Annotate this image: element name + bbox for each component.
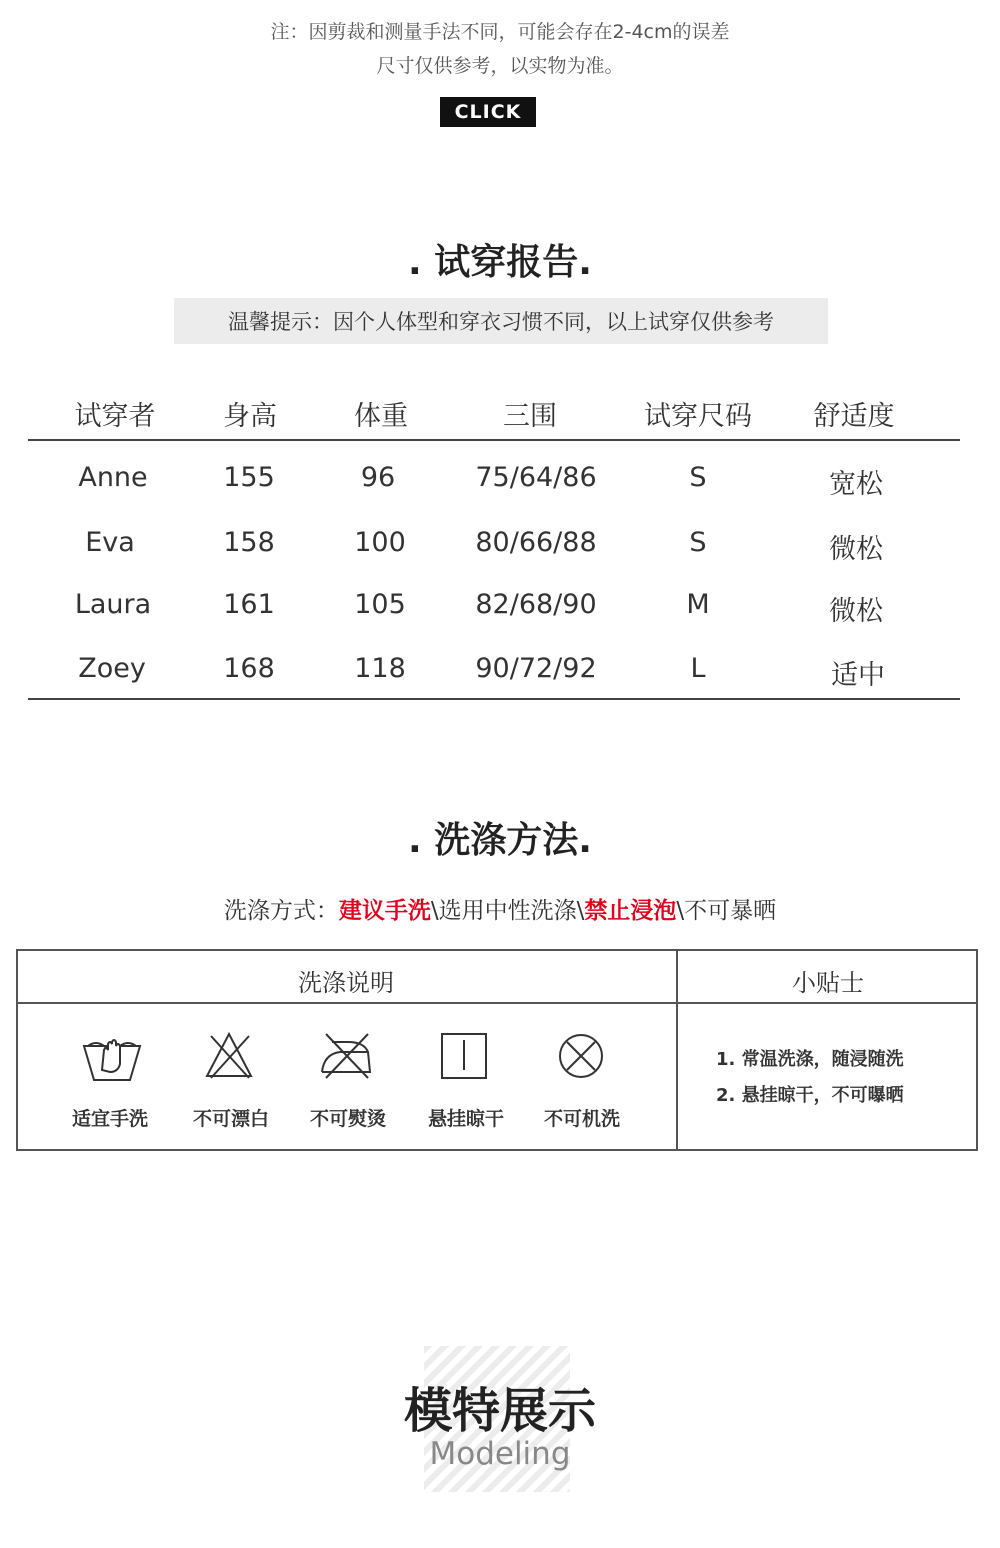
cell-weight: 96	[360, 462, 396, 493]
wash-instructions-line	[0, 892, 1000, 925]
cell-weight: 105	[354, 589, 406, 620]
cell-measurements: 75/64/86	[475, 462, 597, 493]
col-header-weight: 体重	[354, 401, 408, 432]
col-header-measurements: 三围	[503, 401, 557, 432]
wash-no-sun: \不可暴晒	[676, 898, 777, 924]
size-notice-line1: 注：因剪裁和测量手法不同，可能会存在2-4cm的误差	[270, 21, 730, 43]
care-tip-1: 1. 常温洗涤，随浸随洗	[716, 1049, 904, 1070]
care-head-tips: 小贴士	[792, 969, 864, 997]
cell-height: 155	[223, 462, 275, 493]
no-machine-wash-icon	[555, 1030, 607, 1082]
cell-tester: Laura	[74, 589, 152, 620]
no-bleach-label: 不可漂白	[192, 1108, 269, 1130]
table-top-rule	[28, 439, 960, 441]
no-iron-label: 不可熨烫	[309, 1108, 386, 1130]
care-tips	[716, 1042, 904, 1114]
no-machine-wash-label: 不可机洗	[543, 1108, 620, 1130]
modeling-title: 模特展示	[403, 1383, 596, 1439]
cell-height: 161	[223, 589, 275, 620]
cell-size: L	[690, 653, 706, 684]
table-bottom-rule	[28, 698, 960, 700]
cell-comfort: 适中	[831, 660, 885, 691]
cell-comfort: 宽松	[829, 469, 883, 500]
cell-height: 168	[223, 653, 275, 684]
wash-prefix: 洗涤方式：	[223, 898, 339, 924]
cell-comfort: 微松	[829, 596, 883, 627]
care-tip-2: 2. 悬挂晾干，不可曝晒	[716, 1085, 904, 1106]
col-header-height: 身高	[223, 401, 277, 432]
care-head-instructions: 洗涤说明	[298, 969, 394, 997]
cell-tester: Anne	[78, 462, 148, 493]
wash-hand-recommend: 建议手洗	[338, 898, 431, 924]
trial-report-title: . 试穿报告.	[408, 242, 592, 283]
cell-height: 158	[223, 527, 275, 558]
hang-dry-label: 悬挂晾干	[427, 1108, 504, 1130]
col-header-tester: 试穿者	[74, 401, 156, 432]
no-bleach-icon	[203, 1030, 255, 1082]
size-notice-line2: 尺寸仅供参考，以实物为准。	[376, 55, 624, 77]
cell-size: S	[689, 462, 707, 493]
hand-wash-label: 适宜手洗	[71, 1108, 148, 1130]
cell-measurements: 80/66/88	[475, 527, 597, 558]
wash-method-title: . 洗涤方法.	[408, 820, 592, 861]
click-badge[interactable]: CLICK	[440, 97, 536, 127]
cell-tester: Eva	[85, 527, 135, 558]
col-header-comfort: 舒适度	[813, 401, 895, 432]
cell-tester: Zoey	[78, 653, 146, 684]
wash-no-soak: 禁止浸泡	[584, 898, 677, 924]
cell-measurements: 90/72/92	[475, 653, 597, 684]
care-table-header-rule	[16, 1002, 978, 1004]
modeling-subtitle: Modeling	[429, 1436, 571, 1472]
wash-neutral-detergent: \选用中性洗涤\	[430, 898, 585, 924]
cell-comfort: 微松	[829, 534, 883, 565]
cell-weight: 118	[354, 653, 406, 684]
trial-tip: 温馨提示：因个人体型和穿衣习惯不同，以上试穿仅供参考	[174, 298, 828, 344]
col-header-size: 试穿尺码	[644, 401, 752, 432]
cell-size: M	[686, 589, 710, 620]
hang-dry-icon	[438, 1030, 490, 1082]
no-iron-icon	[318, 1030, 374, 1082]
cell-weight: 100	[354, 527, 406, 558]
cell-size: S	[689, 527, 707, 558]
hand-wash-icon	[80, 1030, 144, 1086]
cell-measurements: 82/68/90	[475, 589, 597, 620]
